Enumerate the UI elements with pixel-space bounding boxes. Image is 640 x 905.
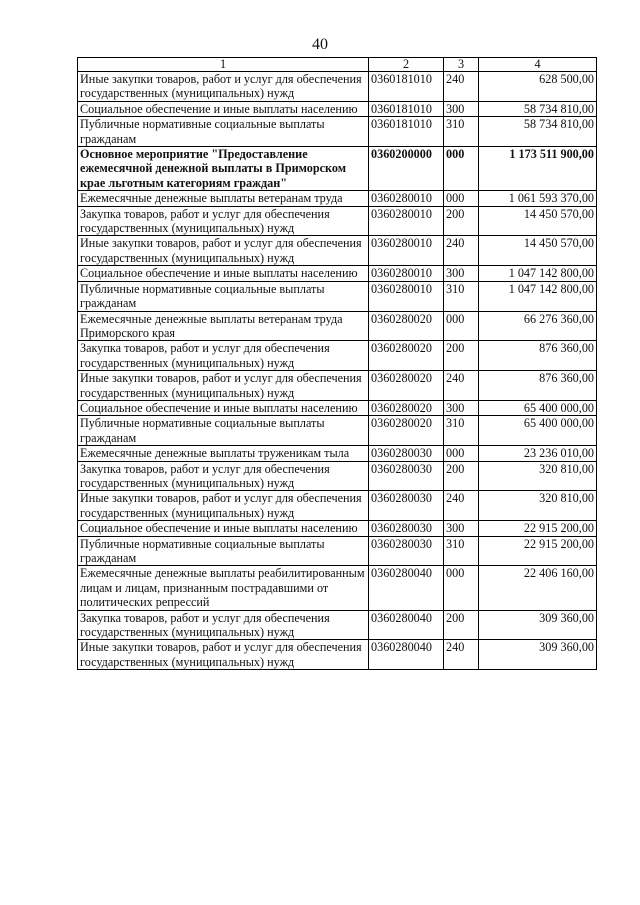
table-row [78,446,597,461]
row-name-cell: Социальное обеспечение и иные выплаты населению [78,521,369,536]
row-name-cell: Ежемесячные денежные выплаты реабилитированным лицам и лицам, признанным пострадавшими от политических репрессий [78,566,369,610]
row-code-cell: 0360181010 [369,117,444,147]
row-name-cell: Иные закупки товаров, работ и услуг для обеспечения государственных (муниципальных) нужд [78,491,369,521]
row-name-cell: Иные закупки товаров, работ и услуг для обеспечения государственных (муниципальных) нужд [78,72,369,102]
row-type-cell: 300 [444,400,479,415]
row-code-cell: 0360280020 [369,341,444,371]
row-code-cell: 0360280020 [369,371,444,401]
row-code-cell: 0360280040 [369,566,444,610]
row-code-cell: 0360280020 [369,400,444,415]
page-number: 40 [312,36,328,53]
row-code-cell: 0360200000 [369,147,444,191]
row-name-cell: Закупка товаров, работ и услуг для обеспечения государственных (муниципальных) нужд [78,206,369,236]
row-code-cell: 0360280030 [369,536,444,566]
row-code-cell: 0360280040 [369,610,444,640]
row-amount-cell: 876 360,00 [479,371,597,401]
header-row [78,58,597,72]
row-amount-cell: 22 915 200,00 [479,521,597,536]
row-type-cell: 200 [444,461,479,491]
row-type-cell: 240 [444,236,479,266]
row-code-cell: 0360280010 [369,191,444,206]
row-amount-cell: 14 450 570,00 [479,206,597,236]
table-row [78,117,597,147]
row-amount-cell: 22 406 160,00 [479,566,597,610]
row-name-cell: Публичные нормативные социальные выплаты гражданам [78,416,369,446]
row-code-cell: 0360280030 [369,521,444,536]
row-name-cell: Публичные нормативные социальные выплаты гражданам [78,281,369,311]
row-amount-cell: 320 810,00 [479,461,597,491]
table-row [78,461,597,491]
row-amount-cell: 65 400 000,00 [479,400,597,415]
row-type-cell: 240 [444,72,479,102]
table-row [78,566,597,610]
row-name-cell: Иные закупки товаров, работ и услуг для обеспечения государственных (муниципальных) нужд [78,371,369,401]
table-row [78,371,597,401]
table-row [78,101,597,116]
column-header: 4 [479,58,597,72]
row-type-cell: 240 [444,371,479,401]
table-row [78,236,597,266]
row-type-cell: 000 [444,446,479,461]
table-row [78,72,597,102]
row-type-cell: 200 [444,206,479,236]
row-name-cell: Закупка товаров, работ и услуг для обеспечения государственных (муниципальных) нужд [78,610,369,640]
row-amount-cell: 22 915 200,00 [479,536,597,566]
row-amount-cell: 1 047 142 800,00 [479,266,597,281]
row-amount-cell: 309 360,00 [479,610,597,640]
row-amount-cell: 628 500,00 [479,72,597,102]
table-row [78,191,597,206]
table-row [78,266,597,281]
row-type-cell: 000 [444,311,479,341]
row-name-cell: Ежемесячные денежные выплаты труженикам тыла [78,446,369,461]
row-amount-cell: 65 400 000,00 [479,416,597,446]
row-amount-cell: 1 047 142 800,00 [479,281,597,311]
row-type-cell: 240 [444,491,479,521]
table-row [78,147,597,191]
row-amount-cell: 58 734 810,00 [479,101,597,116]
row-type-cell: 200 [444,610,479,640]
row-name-cell: Иные закупки товаров, работ и услуг для обеспечения государственных (муниципальных) нужд [78,236,369,266]
row-code-cell: 0360181010 [369,101,444,116]
table-row [78,640,597,670]
column-header: 2 [369,58,444,72]
row-type-cell: 240 [444,640,479,670]
row-type-cell: 300 [444,101,479,116]
row-code-cell: 0360280030 [369,491,444,521]
table-row [78,536,597,566]
row-code-cell: 0360280010 [369,206,444,236]
table-row [78,311,597,341]
table-row [78,281,597,311]
budget-table [77,57,597,670]
row-code-cell: 0360280040 [369,640,444,670]
row-type-cell: 000 [444,566,479,610]
table-row [78,341,597,371]
row-name-cell: Иные закупки товаров, работ и услуг для обеспечения государственных (муниципальных) нужд [78,640,369,670]
row-name-cell: Основное мероприятие "Предоставление ежемесячной денежной выплаты в Приморском крае льготным категориям граждан" [78,147,369,191]
table-row [78,491,597,521]
row-name-cell: Публичные нормативные социальные выплаты гражданам [78,117,369,147]
row-name-cell: Закупка товаров, работ и услуг для обеспечения государственных (муниципальных) нужд [78,341,369,371]
row-amount-cell: 309 360,00 [479,640,597,670]
row-amount-cell: 320 810,00 [479,491,597,521]
row-code-cell: 0360280020 [369,416,444,446]
row-name-cell: Ежемесячные денежные выплаты ветеранам труда Приморского края [78,311,369,341]
row-code-cell: 0360280030 [369,446,444,461]
row-type-cell: 300 [444,266,479,281]
table-row [78,610,597,640]
row-code-cell: 0360280010 [369,266,444,281]
table-row [78,206,597,236]
row-name-cell: Ежемесячные денежные выплаты ветеранам труда [78,191,369,206]
row-type-cell: 310 [444,536,479,566]
row-name-cell: Социальное обеспечение и иные выплаты населению [78,266,369,281]
row-code-cell: 0360280020 [369,311,444,341]
row-amount-cell: 1 061 593 370,00 [479,191,597,206]
row-name-cell: Закупка товаров, работ и услуг для обеспечения государственных (муниципальных) нужд [78,461,369,491]
row-type-cell: 310 [444,281,479,311]
row-type-cell: 310 [444,416,479,446]
row-amount-cell: 876 360,00 [479,341,597,371]
table-row [78,400,597,415]
row-code-cell: 0360181010 [369,72,444,102]
row-amount-cell: 14 450 570,00 [479,236,597,266]
column-header: 1 [78,58,369,72]
row-type-cell: 300 [444,521,479,536]
row-amount-cell: 58 734 810,00 [479,117,597,147]
row-amount-cell: 23 236 010,00 [479,446,597,461]
row-type-cell: 000 [444,191,479,206]
row-name-cell: Социальное обеспечение и иные выплаты населению [78,101,369,116]
row-name-cell: Социальное обеспечение и иные выплаты населению [78,400,369,415]
row-type-cell: 200 [444,341,479,371]
row-type-cell: 310 [444,117,479,147]
row-type-cell: 000 [444,147,479,191]
row-name-cell: Публичные нормативные социальные выплаты гражданам [78,536,369,566]
column-header: 3 [444,58,479,72]
table-body [78,72,597,670]
row-code-cell: 0360280010 [369,236,444,266]
row-code-cell: 0360280030 [369,461,444,491]
table-row [78,521,597,536]
row-code-cell: 0360280010 [369,281,444,311]
row-amount-cell: 1 173 511 900,00 [479,147,597,191]
table-row [78,416,597,446]
row-amount-cell: 66 276 360,00 [479,311,597,341]
